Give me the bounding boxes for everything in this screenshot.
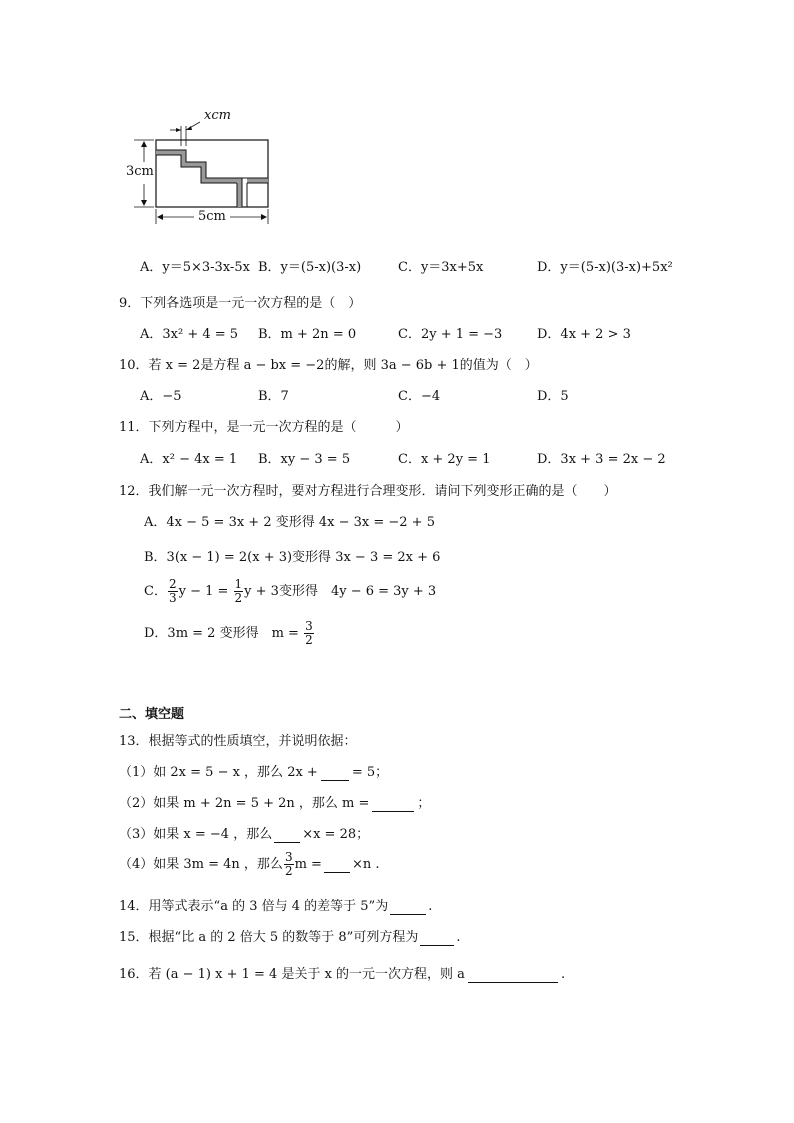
q13-p2-blank[interactable] <box>372 796 414 812</box>
q13-p4-mid: m = <box>294 857 322 872</box>
q12-d-prefix: D．3m = 2 变形得 m = <box>144 626 304 641</box>
q13-p4-end: ×n . <box>351 857 380 872</box>
q13-part-3 <box>119 823 369 843</box>
q10-option-d: D．5 <box>537 389 569 404</box>
q13-p3-end: ×x = 28； <box>302 827 370 842</box>
q13-part-2 <box>119 792 430 812</box>
q11-stem: 11．下列方程中，是一元一次方程的是（ ） <box>119 420 409 435</box>
q12-c-num2: 1 <box>234 577 243 591</box>
q12-c-prefix: C． <box>144 584 167 599</box>
q9-option-b: B．m + 2n = 0 <box>258 327 357 342</box>
q13-p1-text: （1）如 2x = 5 − x ，那么 2x + <box>119 765 318 780</box>
q9-stem: 9．下列各选项是一元一次方程的是（ ） <box>119 296 362 311</box>
q12-c-mid: y − 1 = <box>178 584 233 599</box>
q13-p3-text: （3）如果 x = −4 ，那么 <box>119 827 273 842</box>
q13-p4-fraction <box>284 851 294 878</box>
q12-d-den: 2 <box>305 633 313 647</box>
q13-p2-text: （2）如果 m + 2n = 5 + 2n ，那么 m = <box>119 796 370 811</box>
q13-p4-den: 2 <box>284 864 293 878</box>
q11-option-d: D．3x + 3 = 2x − 2 <box>537 452 666 467</box>
figure-svg <box>120 100 280 225</box>
q12-c-den1: 3 <box>168 591 177 605</box>
q15-end: . <box>456 930 461 945</box>
q12-c-fraction-1 <box>168 578 178 605</box>
q13-p3-blank[interactable] <box>274 827 300 843</box>
q13-p4-num: 3 <box>284 850 293 864</box>
q15 <box>119 926 460 946</box>
q16-text: 16．若 (a − 1) x + 1 = 4 是关于 x 的一元一次方程，则 a <box>119 967 465 982</box>
q12-c-suffix: y + 3变形得 4y − 6 = 3y + 3 <box>244 584 437 599</box>
q14 <box>119 895 432 915</box>
rectangle-figure <box>120 100 280 225</box>
q11-option-c: C．x + 2y = 1 <box>398 452 491 467</box>
q13-part-1 <box>119 761 388 781</box>
q10-option-a: A．−5 <box>140 389 182 404</box>
q8-option-b: B．y＝(5-x)(3-x) <box>258 260 362 275</box>
q12-c-num1: 2 <box>168 577 177 591</box>
q11-option-a: A．x² − 4x = 1 <box>140 452 238 467</box>
figure-label-width: 5cm <box>198 209 226 224</box>
q12-option-c <box>144 578 436 605</box>
q13-stem: 13．根据等式的性质填空，并说明依据： <box>119 734 357 749</box>
q13-p2-end: ； <box>417 796 431 811</box>
q10-stem: 10．若 x = 2是方程 a − bx = −2的解，则 3a − 6b + 1的值为（ ） <box>119 358 538 373</box>
q8-option-a: A．y＝5×3-3x-5x <box>140 260 250 275</box>
q12-stem: 12．我们解一元一次方程时，要对方程进行合理变形．请问下列变形正确的是（ ） <box>119 484 617 499</box>
q13-p4-text: （4）如果 3m = 4n ，那么 <box>119 857 283 872</box>
q11-option-b: B．xy − 3 = 5 <box>258 452 351 467</box>
q15-text: 15．根据“比 a 的 2 倍大 5 的数等于 8”可列方程为 <box>119 930 419 945</box>
q16 <box>119 963 565 983</box>
q14-end: . <box>428 899 433 914</box>
q14-text: 14．用等式表示“a 的 3 倍与 4 的差等于 5”为 <box>119 899 389 914</box>
q12-c-fraction-2 <box>234 578 244 605</box>
q12-option-d <box>144 620 315 647</box>
q12-option-a: A．4x − 5 = 3x + 2 变形得 4x − 3x = −2 + 5 <box>144 515 435 530</box>
q9-option-c: C．2y + 1 = −3 <box>398 327 503 342</box>
q13-part-4 <box>119 851 379 878</box>
q15-blank[interactable] <box>420 930 454 946</box>
figure-label-height: 3cm <box>126 164 154 179</box>
q10-option-c: C．−4 <box>398 389 441 404</box>
q13-p1-blank[interactable] <box>321 765 349 781</box>
q8-option-d: D．y＝(5-x)(3-x)+5x² <box>537 260 673 275</box>
q13-p1-end: = 5； <box>351 765 389 780</box>
q10-option-b: B．7 <box>258 389 289 404</box>
section-title: 二、填空题 <box>119 707 185 722</box>
q16-blank[interactable] <box>468 967 558 983</box>
q12-d-num: 3 <box>305 619 313 633</box>
q12-c-den2: 2 <box>234 591 243 605</box>
q8-option-c: C．y＝3x+5x <box>398 260 484 275</box>
q9-option-a: A．3x² + 4 = 5 <box>140 327 239 342</box>
figure-label-x: xcm <box>204 108 231 123</box>
q14-blank[interactable] <box>390 899 426 915</box>
q16-end: . <box>560 967 566 982</box>
q9-option-d: D．4x + 2 > 3 <box>537 327 631 342</box>
q13-p4-blank[interactable] <box>324 857 350 873</box>
q12-d-fraction <box>304 620 314 647</box>
q12-option-b: B．3(x − 1) = 2(x + 3)变形得 3x − 3 = 2x + 6 <box>144 550 441 565</box>
